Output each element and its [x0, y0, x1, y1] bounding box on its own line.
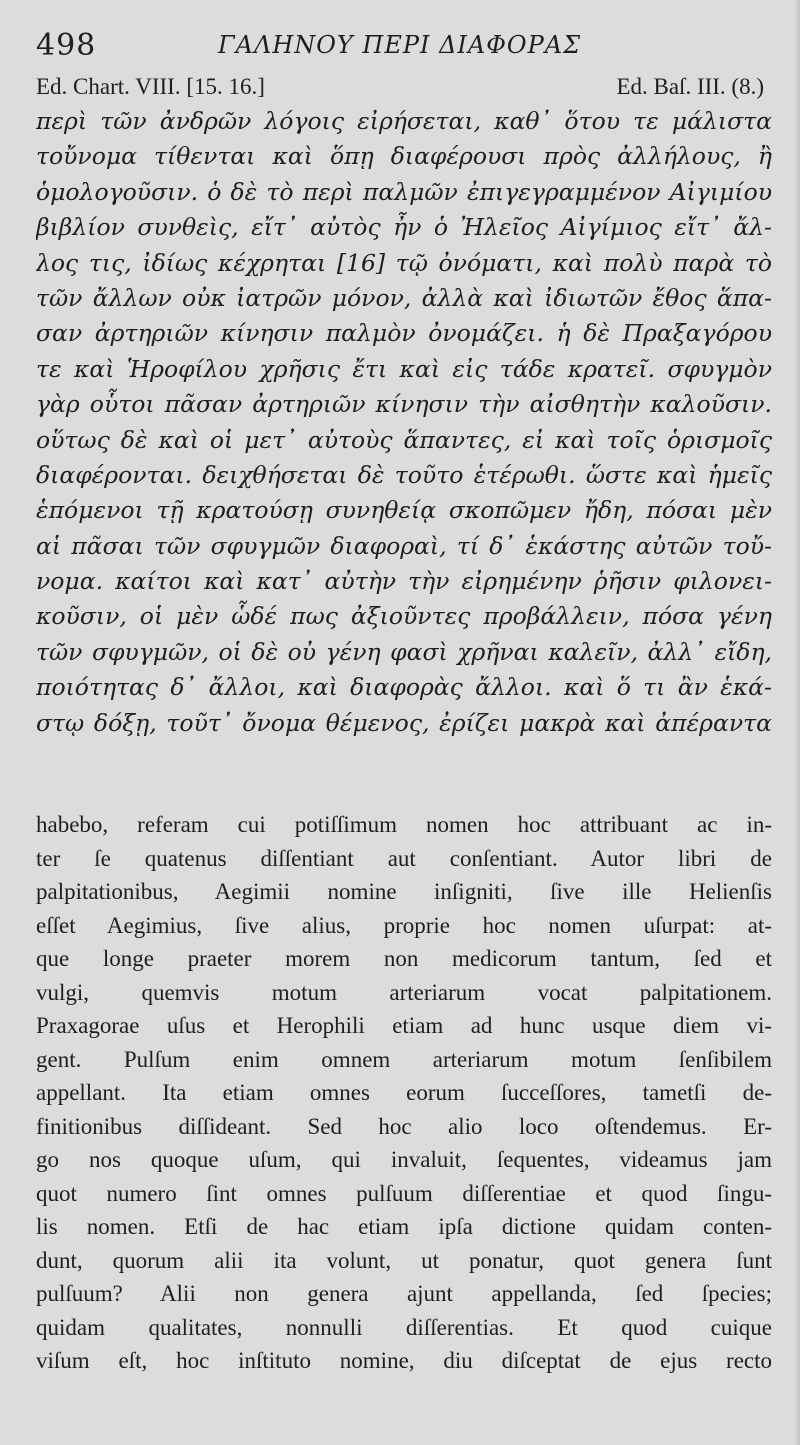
edition-basel: Ed. Baſ. III. (8.): [616, 74, 764, 99]
page-edge-shadow: [794, 0, 800, 1445]
latin-line: ter ſe quatenus diſſentiant aut conſentiant. Autor libri de: [36, 845, 772, 871]
running-title: ΓΑΛΗΝΟΥ ΠΕΡΙ ΔΙΑΦΟΡΑΣ: [218, 31, 582, 59]
latin-line: quot numero ſint omnes pulſuum diſſerentiae et quod ſingu-: [36, 1180, 772, 1206]
latin-line: appellant. Ita etiam omnes eorum ſucceſſores, tametſi de-: [36, 1080, 772, 1105]
greek-line: κοῦσιν, οἱ μὲν ὧδέ πως ἀξιοῦντες προβάλλειν, πόσα γένη: [36, 602, 772, 631]
greek-line: βιβλίον συνθεὶς, εἴτ᾿ αὐτὸς ἦν ὁ Ἠλεῖος Αἰγίμιος εἴτ᾿ ἄλ-: [36, 213, 772, 242]
latin-line: Praxagorae uſus et Herophili etiam ad hunc usque diem vi-: [36, 1013, 772, 1038]
edition-reference-line: [36, 74, 764, 102]
latin-text-block: [36, 808, 772, 1378]
greek-line: γὰρ οὗτοι πᾶσαν ἀρτηριῶν κίνησιν τὴν αἰσθητὴν καλοῦσιν.: [36, 390, 772, 419]
latin-line: vulgi, quemvis motum arteriarum vocat palpitationem.: [36, 979, 772, 1005]
latin-line: gent. Pulſum enim omnem arteriarum motum ſenſibilem: [36, 1046, 772, 1072]
latin-line: quidam qualitates, nonnulli diſſerentias. Et quod cuique: [36, 1314, 772, 1340]
greek-text-block: [36, 104, 772, 741]
greek-line: τῶν σφυγμῶν, οἱ δὲ οὐ γένη φασὶ χρῆναι καλεῖν, ἀλλ᾿ εἴδη,: [36, 637, 772, 666]
greek-line: τοὔνομα τίθενται καὶ ὅπῃ διαφέρουσι πρὸς ἀλλήλους, ἢ: [36, 142, 772, 171]
greek-line: λος τις, ἰδίως κέχρηται [16] τῷ ὀνόματι, καὶ πολὺ παρὰ τὸ: [36, 248, 772, 277]
latin-line: habebo, referam cui potiſſimum nomen hoc attribuant ac in-: [36, 812, 772, 837]
greek-line: διαφέρονται. δειχθήσεται δὲ τοῦτο ἑτέρωθι. ὥστε καὶ ἡμεῖς: [36, 460, 772, 489]
greek-line: ἑπόμενοι τῇ κρατούσῃ συνηθείᾳ σκοπῶμεν ἤδη, πόσαι μὲν: [36, 496, 772, 525]
greek-line: στῳ δόξῃ, τοῦτ᾿ ὄνομα θέμενος, ἐρίζει μακρὰ καὶ ἀπέραντα: [36, 708, 772, 737]
greek-line: περὶ τῶν ἀνδρῶν λόγοις εἰρήσεται, καθ᾿ ὅτου τε μάλιστα: [36, 107, 772, 135]
latin-line: lis nomen. Etſi de hac etiam ipſa dictione quidam conten-: [36, 1214, 772, 1239]
edition-chartier: Ed. Chart. VIII. [15. 16.]: [36, 74, 265, 99]
latin-line: pulſuum? Alii non genera ajunt appellanda, ſed ſpecies;: [36, 1281, 772, 1306]
greek-line: οὕτως δὲ καὶ οἱ μετ᾿ αὐτοὺς ἅπαντες, εἰ καὶ τοῖς ὁρισμοῖς: [36, 425, 772, 454]
page-number: 498: [36, 28, 97, 63]
latin-line: go nos quoque uſum, qui invaluit, ſequentes, videamus jam: [36, 1147, 772, 1172]
greek-line: αἱ πᾶσαι τῶν σφυγμῶν διαφοραὶ, τί δ᾿ ἑκάστης αὐτῶν τοὔ-: [36, 531, 772, 560]
latin-line: palpitationibus, Aegimii nomine inſigniti, ſive ille Helienſis: [36, 879, 772, 904]
latin-line: dunt, quorum alii ita volunt, ut ponatur, quot genera ſunt: [36, 1247, 772, 1273]
greek-line: ὁμολογοῦσιν. ὁ δὲ τὸ περὶ παλμῶν ἐπιγεγραμμένον Αἰγιμίου: [36, 177, 772, 206]
greek-line: νομα. καίτοι καὶ κατ᾿ αὐτὴν τὴν εἰρημένην ῥῆσιν φιλονει-: [36, 567, 772, 596]
greek-line: τε καὶ Ἡροφίλου χρῆσις ἔτι καὶ εἰς τάδε κρατεῖ. σφυγμὸν: [36, 354, 772, 383]
page-header: [36, 22, 780, 66]
latin-line: finitionibus diſſideant. Sed hoc alio loco oſtendemus. Er-: [36, 1113, 772, 1139]
greek-line: σαν ἀρτηριῶν κίνησιν παλμὸν ὀνομάζει. ἡ δὲ Πραξαγόρου: [36, 319, 772, 348]
latin-line: viſum eſt, hoc inſtituto nomine, diu diſceptat de ejus recto: [36, 1348, 772, 1373]
greek-line: ποιότητας δ᾿ ἄλλοι, καὶ διαφορὰς ἄλλοι. καὶ ὅ τι ἂν ἑκά-: [36, 673, 772, 702]
latin-line: eſſet Aegimius, ſive alius, proprie hoc nomen uſurpat: at-: [36, 912, 772, 938]
greek-line: τῶν ἄλλων οὐκ ἰατρῶν μόνον, ἀλλὰ καὶ ἰδιωτῶν ἔθος ἅπα-: [36, 283, 772, 312]
latin-line: que longe praeter morem non medicorum tantum, ſed et: [36, 946, 772, 971]
